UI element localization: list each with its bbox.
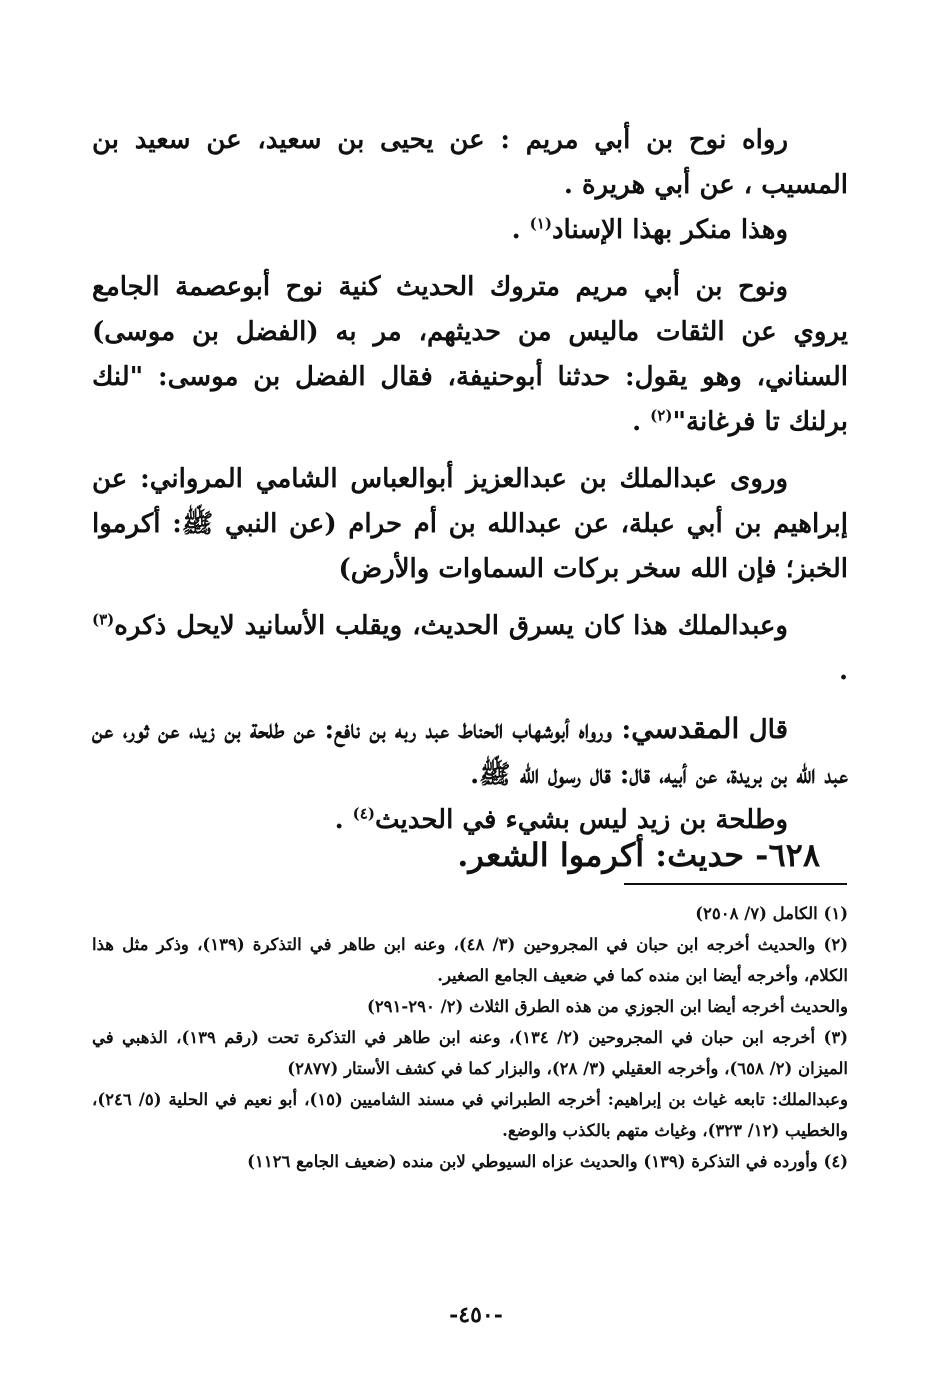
footnote-ref-4: (٤) bbox=[352, 804, 375, 823]
footnote-divider bbox=[624, 883, 847, 885]
footnote-ref-3: (٣) bbox=[92, 610, 115, 629]
paragraph-7-end: . bbox=[334, 805, 353, 835]
main-text bbox=[92, 118, 848, 843]
paragraph-2-text: وهذا منكر بهذا الإسناد bbox=[551, 215, 788, 245]
paragraph-4 bbox=[92, 457, 848, 592]
paragraph-4-text: وروى عبدالملك بن عبدالعزيز أبوالعباس الشامي المرواني: عن إبراهيم بن أبي عبلة، عن عبدالله بن أم حرام (عن النبي ﷺ: أكرموا الخبز؛ فإن الله سخر بركات السماوات والأرض) bbox=[92, 464, 848, 584]
paragraph-7-text: وطلحة بن زيد ليس بشيء في الحديث bbox=[374, 805, 788, 835]
paragraph-3-end: . bbox=[632, 407, 651, 437]
footnote-3-continued: وعبدالملك: تابعه غياث بن إبراهيم: أخرجه الطبراني في مسند الشاميين (١٥)، أبو نعيم في الحلية (٥/ ٢٤٦)، والخطيب (١٢/ ٣٢٣)، وغياث متهم بالكذب والوضع. bbox=[92, 1090, 848, 1140]
footnote-2-continued: والحديث أخرجه أيضا ابن الجوزي من هذه الطرق الثلاث (٢/ ٢٩٠-٢٩١) bbox=[367, 997, 848, 1016]
paragraph-6-text: : ورواه أبوشهاب الحناط عبد ربه بن نافع: عن طلحة بن زيد، عن ثور، عن عبد اللّه بن بريدة، عن أبيه، قال: قال رسول الله ﷺ. bbox=[92, 715, 848, 790]
paragraph-5-end: . bbox=[838, 656, 848, 686]
paragraph-6-start: قال bbox=[739, 715, 789, 745]
paragraph-1-text: رواه نوح بن أبي مريم : عن يحيى بن سعيد، عن سعيد بن المسيب ، عن أبي هريرة . bbox=[92, 125, 848, 200]
paragraph-5-text: وعبدالملك هذا كان يسرق الحديث، ويقلب الأسانيد لايحل ذكره bbox=[114, 611, 788, 641]
footnote-ref-2: (٢) bbox=[650, 406, 673, 425]
footnotes bbox=[92, 898, 848, 1177]
paragraph-2-end: . bbox=[511, 215, 530, 245]
page-number: -٤٥٠- bbox=[449, 1302, 503, 1328]
paragraph-1 bbox=[92, 118, 848, 208]
paragraph-6 bbox=[92, 706, 848, 798]
paragraph-3 bbox=[92, 265, 848, 445]
footnote-4: (٤) وأورده في التذكرة (١٣٩) والحديث عزاه السيوطي لابن منده (ضعيف الجامع ١١٢٦) bbox=[247, 1152, 848, 1171]
footnote-3: (٣) أخرجه ابن حبان في المجروحين (٢/ ١٣٤)، وعنه ابن طاهر في التذكرة تحت (رقم ١٣٩)، الذهبي في الميزان (٢/ ٦٥٨)، وأخرجه العقيلي (٣/ ٢٨)، والبزار كما في كشف الأستار (٢٨٧٧) bbox=[92, 1028, 848, 1078]
footnote-ref-1: (١) bbox=[529, 214, 552, 233]
footnote-2: (٢) والحديث أخرجه ابن حبان في المجروحين (٣/ ٤٨)، وعنه ابن طاهر في التذكرة (١٣٩)، وذكر مثل هذا الكلام، وأخرجه أيضا ابن منده كما في ضعيف الجامع الصغير. bbox=[92, 935, 848, 985]
paragraph-3-text: ونوح بن أبي مريم متروك الحديث كنية نوح أبوعصمة الجامع يروي عن الثقات ماليس من حديثهم، مر به (الفضل بن موسى) السناني، وهو يقول: حدثنا أبوحنيفة، فقال الفضل بن موسى: "لنك برلنك تا فرغانة" bbox=[92, 272, 848, 437]
hadith-heading: ٦٢٨- حديث: أكرموا الشعر. bbox=[457, 836, 820, 874]
author-name: المقدسي bbox=[631, 712, 740, 745]
paragraph-2 bbox=[92, 208, 848, 253]
paragraph-5 bbox=[92, 604, 848, 694]
footnote-1: (١) الكامل (٧/ ٢٥٠٨) bbox=[695, 904, 848, 923]
